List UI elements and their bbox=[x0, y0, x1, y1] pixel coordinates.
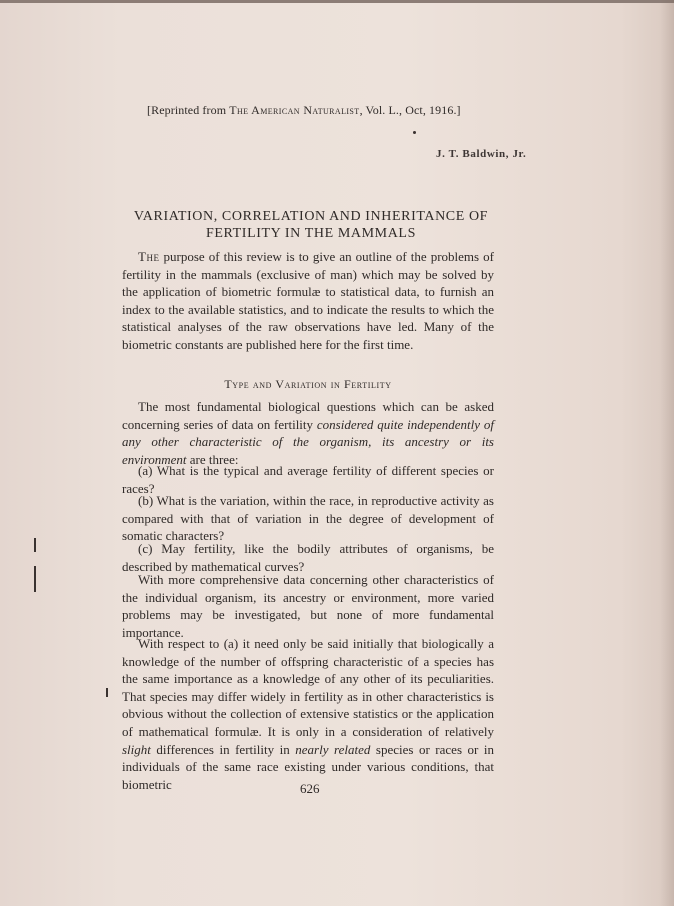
question-b bbox=[122, 492, 494, 545]
author-signature: J. T. Baldwin, Jr. bbox=[436, 148, 527, 160]
intro-text: purpose of this review is to give an outline of the problems of fertility in the mammals (exclusive of man) which may be solved by the application of biometric formulæ to statistical data, to furnish an index to the available statistics, and to indicate the results to which the statistical analyses of the raw observations have led. Many of the biometric constants are published here for the first time. bbox=[122, 249, 494, 352]
p1-start: The most fundamental biological questions which can be asked concerning series of data on fertility bbox=[122, 399, 494, 432]
page-edge-shadow bbox=[660, 0, 674, 906]
presp-label: (a) bbox=[223, 636, 239, 651]
reprint-header bbox=[147, 103, 461, 118]
margin-mark bbox=[413, 131, 416, 134]
title-line-2: FERTILITY IN THE MAMMALS bbox=[206, 226, 416, 241]
title-line-1: VARIATION, CORRELATION AND INHERITANCE OF bbox=[133, 209, 489, 224]
p1-end: are three: bbox=[186, 451, 239, 467]
question-a-text: What is the typical and average fertility of different species or races? bbox=[122, 463, 494, 496]
question-c-label: (c) bbox=[138, 541, 153, 556]
margin-mark bbox=[34, 538, 36, 552]
article-title bbox=[100, 208, 522, 242]
presp-italic1: slight bbox=[122, 741, 151, 757]
top-edge-line bbox=[0, 0, 674, 3]
page-number: 626 bbox=[300, 781, 320, 796]
margin-mark bbox=[34, 566, 36, 592]
question-a-label: (a) bbox=[138, 463, 153, 478]
journal-name: The American Naturalist bbox=[229, 103, 360, 117]
intro-first-word: The bbox=[138, 249, 160, 264]
question-c bbox=[122, 540, 494, 575]
paragraph-comprehensive-data: With more comprehensive data concerning other characteristics of the individual organism, its ancestry or environment, more varied problems may be investigated, but none of more fundamental importance. bbox=[122, 572, 494, 640]
question-b-label: (b) bbox=[138, 493, 154, 508]
presp-part3: differences in fertility in bbox=[150, 741, 296, 757]
presp-italic2: nearly related bbox=[295, 741, 371, 757]
reprint-suffix: , Vol. L., Oct, 1916.] bbox=[359, 103, 461, 117]
paragraph-fundamental-questions bbox=[122, 398, 494, 468]
presp-part1: With respect to bbox=[138, 636, 224, 651]
intro-paragraph bbox=[122, 248, 494, 354]
presp-part2: it need only be said initially that biologically a knowledge of the number of offspring characteristic of a species has the same importance as a knowledge of any other of its peculiarities. That species may differ widely in fertility as in other characteristics is obvious without the collection of extensive statistics or the application of mathematical formulæ. It is only in a consideration of relatively bbox=[122, 636, 494, 739]
margin-mark bbox=[106, 688, 108, 697]
question-c-text: May fertility, like the bodily attributes of organisms, be described by mathematical curves? bbox=[122, 541, 494, 574]
paragraph-with-respect bbox=[122, 635, 494, 793]
p1-italic: considered quite independently of any other characteristic of the organism, its ancestry or its environment bbox=[122, 416, 494, 467]
reprint-prefix: [Reprinted from bbox=[147, 103, 230, 117]
section-heading: Type and Variation in Fertility bbox=[224, 377, 392, 391]
question-b-text: What is the variation, within the race, in reproductive activity as compared with that of variation in the degree of development of somatic characters? bbox=[122, 493, 494, 544]
presp-part4: species or races or in individuals of the same race existing under various conditions, that biometric bbox=[122, 741, 495, 792]
